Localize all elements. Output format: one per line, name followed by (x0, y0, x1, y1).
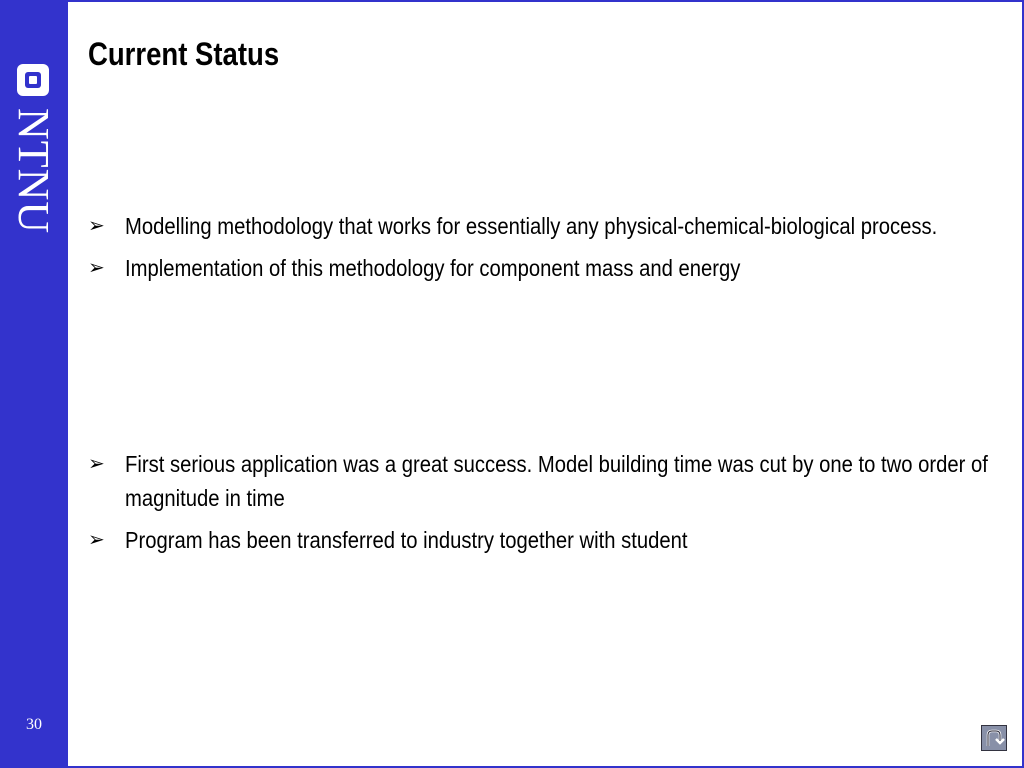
arrow-bullet-icon: ➢ (88, 529, 105, 551)
bullet-item (88, 523, 1008, 557)
bullet-text: Program has been transferred to industry together with student (125, 527, 688, 553)
bullet-item (88, 447, 1008, 515)
bullet-text: Modelling methodology that works for essentially any physical-chemical-biological process. (125, 213, 938, 239)
frame-top-border (68, 0, 1024, 2)
arrow-bullet-icon: ➢ (88, 453, 105, 475)
logo-text: NTNU (9, 108, 58, 235)
arrow-bullet-icon: ➢ (88, 215, 105, 237)
sidebar (0, 0, 68, 768)
bullet-text: First serious application was a great success. Model building time was cut by one to two order of magnitude in time (125, 451, 988, 511)
slide-title: Current Status (88, 36, 280, 72)
arrow-bullet-icon: ➢ (88, 257, 105, 279)
bullet-list-2 (88, 447, 1008, 565)
bullet-text: Implementation of this methodology for component mass and energy (125, 255, 741, 281)
bullet-list-1 (88, 209, 1008, 293)
page-number: 30 (26, 716, 42, 733)
bullet-item (88, 209, 1008, 243)
return-arrow-icon (982, 726, 1006, 750)
bullet-item (88, 251, 1008, 285)
ntnu-logo-icon (17, 64, 49, 96)
return-button[interactable] (981, 725, 1007, 751)
